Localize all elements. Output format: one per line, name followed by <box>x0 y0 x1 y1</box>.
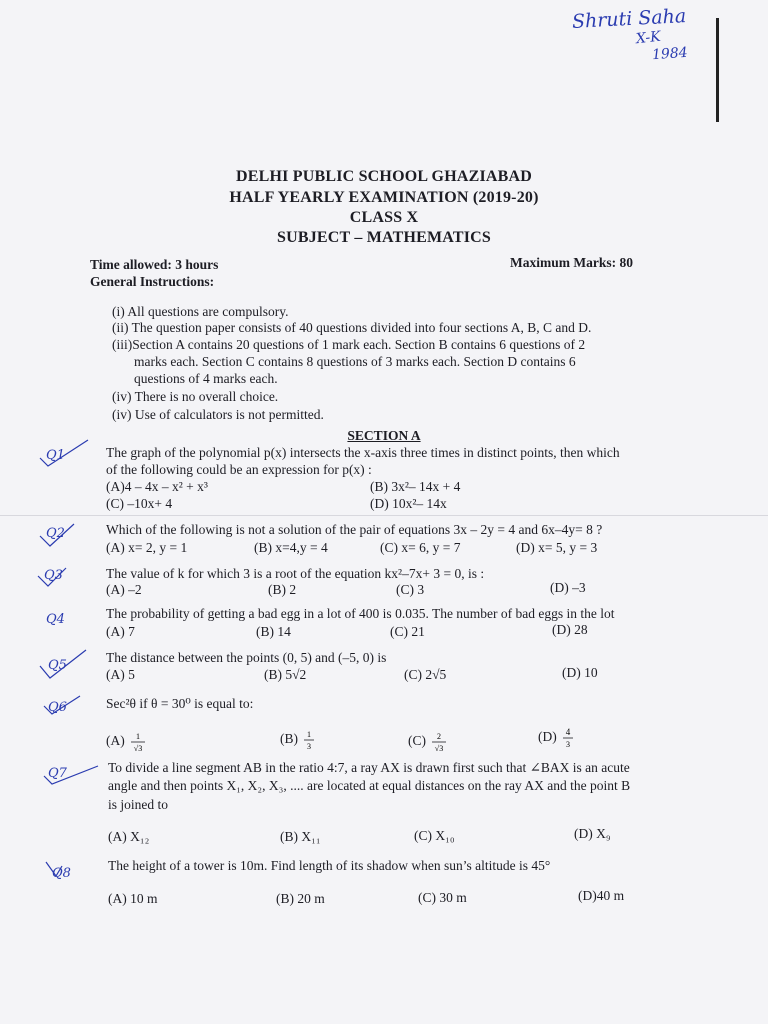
instruction-1: (i) All questions are compulsory. <box>112 304 289 319</box>
q1-option-a: (A)4 – 4x – x² + x³ <box>106 479 208 494</box>
q6-option-a <box>106 731 148 753</box>
svg-text:3: 3 <box>566 740 571 749</box>
q8-text: The height of a tower is 10m. Find length of its shadow when sun’s altitude is 45° <box>108 858 551 873</box>
q8-option-c: (C) 30 m <box>418 890 467 905</box>
q6-option-a-fraction <box>128 731 148 753</box>
q1-mark: Q1 <box>46 448 65 463</box>
q6-option-c-label: (C) <box>408 733 426 749</box>
instruction-3c: questions of 4 marks each. <box>134 371 278 386</box>
q3-option-c: (C) 3 <box>396 582 425 597</box>
q5-option-c: (C) 2√5 <box>404 667 447 682</box>
instruction-3: (iii)Section A contains 20 questions of 1 mark each. Section B contains 6 questions of 2 <box>112 337 586 352</box>
q2-option-d: (D) x= 5, y = 3 <box>516 540 598 555</box>
q4-mark: Q4 <box>46 612 65 627</box>
q2-mark: Q2 <box>46 526 65 541</box>
general-instructions: General Instructions: <box>90 274 215 289</box>
q7-text-3: is joined to <box>108 797 168 812</box>
q4-text: The probability of getting a bad egg in a lot of 400 is 0.035. The number of bad eggs in the lot <box>106 606 615 621</box>
q4-option-a: (A) 7 <box>106 624 135 639</box>
q8-option-d: (D)40 m <box>578 888 625 903</box>
subject-title: SUBJECT – MATHEMATICS <box>276 229 491 246</box>
q5-text: The distance between the points (0, 5) and (–5, 0) is <box>106 650 387 665</box>
time-allowed: Time allowed: 3 hours <box>90 257 219 272</box>
q5-option-d: (D) 10 <box>562 665 598 680</box>
handwritten-roll: 1984 <box>651 44 689 64</box>
q6-option-b <box>280 729 317 751</box>
q1-text: The graph of the polynomial p(x) intersects the x-axis three times in distinct points, then which <box>106 445 620 460</box>
instruction-5: (iv) Use of calculators is not permitted. <box>112 407 324 422</box>
exam-title: HALF YEARLY EXAMINATION (2019-20) <box>229 189 539 206</box>
q8-mark: Q8 <box>52 866 71 881</box>
q3-text: The value of k for which 3 is a root of the equation kx²–7x+ 3 = 0, is : <box>106 566 485 581</box>
q2-option-b: (B) x=4,y = 4 <box>254 540 328 555</box>
q5-mark: Q5 <box>48 658 67 673</box>
q1-text-2: of the following could be an expression for p(x) : <box>106 462 372 477</box>
svg-text:√3: √3 <box>435 744 444 753</box>
q6-option-c-fraction <box>429 731 449 753</box>
handwritten-class: X-K <box>635 28 662 48</box>
q5-option-b: (B) 5√2 <box>264 667 307 682</box>
q3-mark: Q3 <box>44 568 63 583</box>
q1-option-c: (C) –10x+ 4 <box>106 496 173 511</box>
instruction-3b: marks each. Section C contains 8 questions of 3 marks each. Section D contains 6 <box>134 354 576 369</box>
q6-option-d-label: (D) <box>538 729 557 745</box>
q6-option-d <box>538 727 576 749</box>
q7-text: To divide a line segment AB in the ratio 4:7, a ray AX is drawn first such that ∠BAX is an acute <box>108 760 630 775</box>
svg-text:1: 1 <box>136 732 141 741</box>
q6-option-b-label: (B) <box>280 731 298 747</box>
svg-text:3: 3 <box>307 742 312 751</box>
max-marks: Maximum Marks: 80 <box>510 255 633 270</box>
q4-option-b: (B) 14 <box>256 624 291 639</box>
q8-option-a: (A) 10 m <box>108 891 158 906</box>
q6-text: Sec²θ if θ = 30⁰ is equal to: <box>106 696 254 711</box>
svg-text:2: 2 <box>437 732 442 741</box>
q7-option-c: (C) X₁₀ <box>414 828 455 843</box>
q3-option-d: (D) –3 <box>550 580 586 595</box>
page-fold <box>0 515 768 516</box>
q7-option-a: (A) X₁₂ <box>108 829 150 844</box>
q6-option-b-fraction <box>301 729 317 751</box>
q1-option-b: (B) 3x²– 14x + 4 <box>370 479 461 494</box>
q2-text: Which of the following is not a solution of the pair of equations 3x – 2y = 4 and 6x–4y= 8 ? <box>106 522 603 537</box>
q6-option-d-fraction <box>560 727 576 749</box>
q2-option-c: (C) x= 6, y = 7 <box>380 540 461 555</box>
svg-text:1: 1 <box>307 730 312 739</box>
q7-text-2: angle and then points X₁, X₂, X₃, .... are located at equal distances on the ray AX and the point B <box>108 778 631 793</box>
school-name: DELHI PUBLIC SCHOOL GHAZIABAD <box>235 168 533 185</box>
section-a-heading: SECTION A <box>347 428 421 443</box>
instruction-4: (iv) There is no overall choice. <box>112 389 279 404</box>
q8-option-b: (B) 20 m <box>276 891 325 906</box>
q6-mark: Q6 <box>48 700 67 715</box>
svg-text:4: 4 <box>565 727 571 737</box>
margin-bar <box>716 18 719 122</box>
q7-option-b: (B) X₁₁ <box>280 829 321 844</box>
handwritten-name: Shruti Saha <box>571 5 687 33</box>
q6-option-a-label: (A) <box>106 733 125 749</box>
q3-option-b: (B) 2 <box>268 582 297 597</box>
q3-option-a: (A) –2 <box>106 582 142 597</box>
svg-text:√3: √3 <box>133 744 143 753</box>
instruction-2: (ii) The question paper consists of 40 questions divided into four sections A, B, C and D. <box>112 320 592 335</box>
q2-option-a: (A) x= 2, y = 1 <box>106 540 188 555</box>
q5-option-a: (A) 5 <box>106 667 135 682</box>
q7-option-d: (D) X₉ <box>574 826 611 841</box>
q6-option-c <box>408 731 449 753</box>
class-title: CLASS X <box>349 209 419 226</box>
q4-option-d: (D) 28 <box>552 622 588 637</box>
q1-option-d: (D) 10x²– 14x <box>370 496 447 511</box>
q4-option-c: (C) 21 <box>390 624 425 639</box>
q7-mark: Q7 <box>48 766 67 781</box>
